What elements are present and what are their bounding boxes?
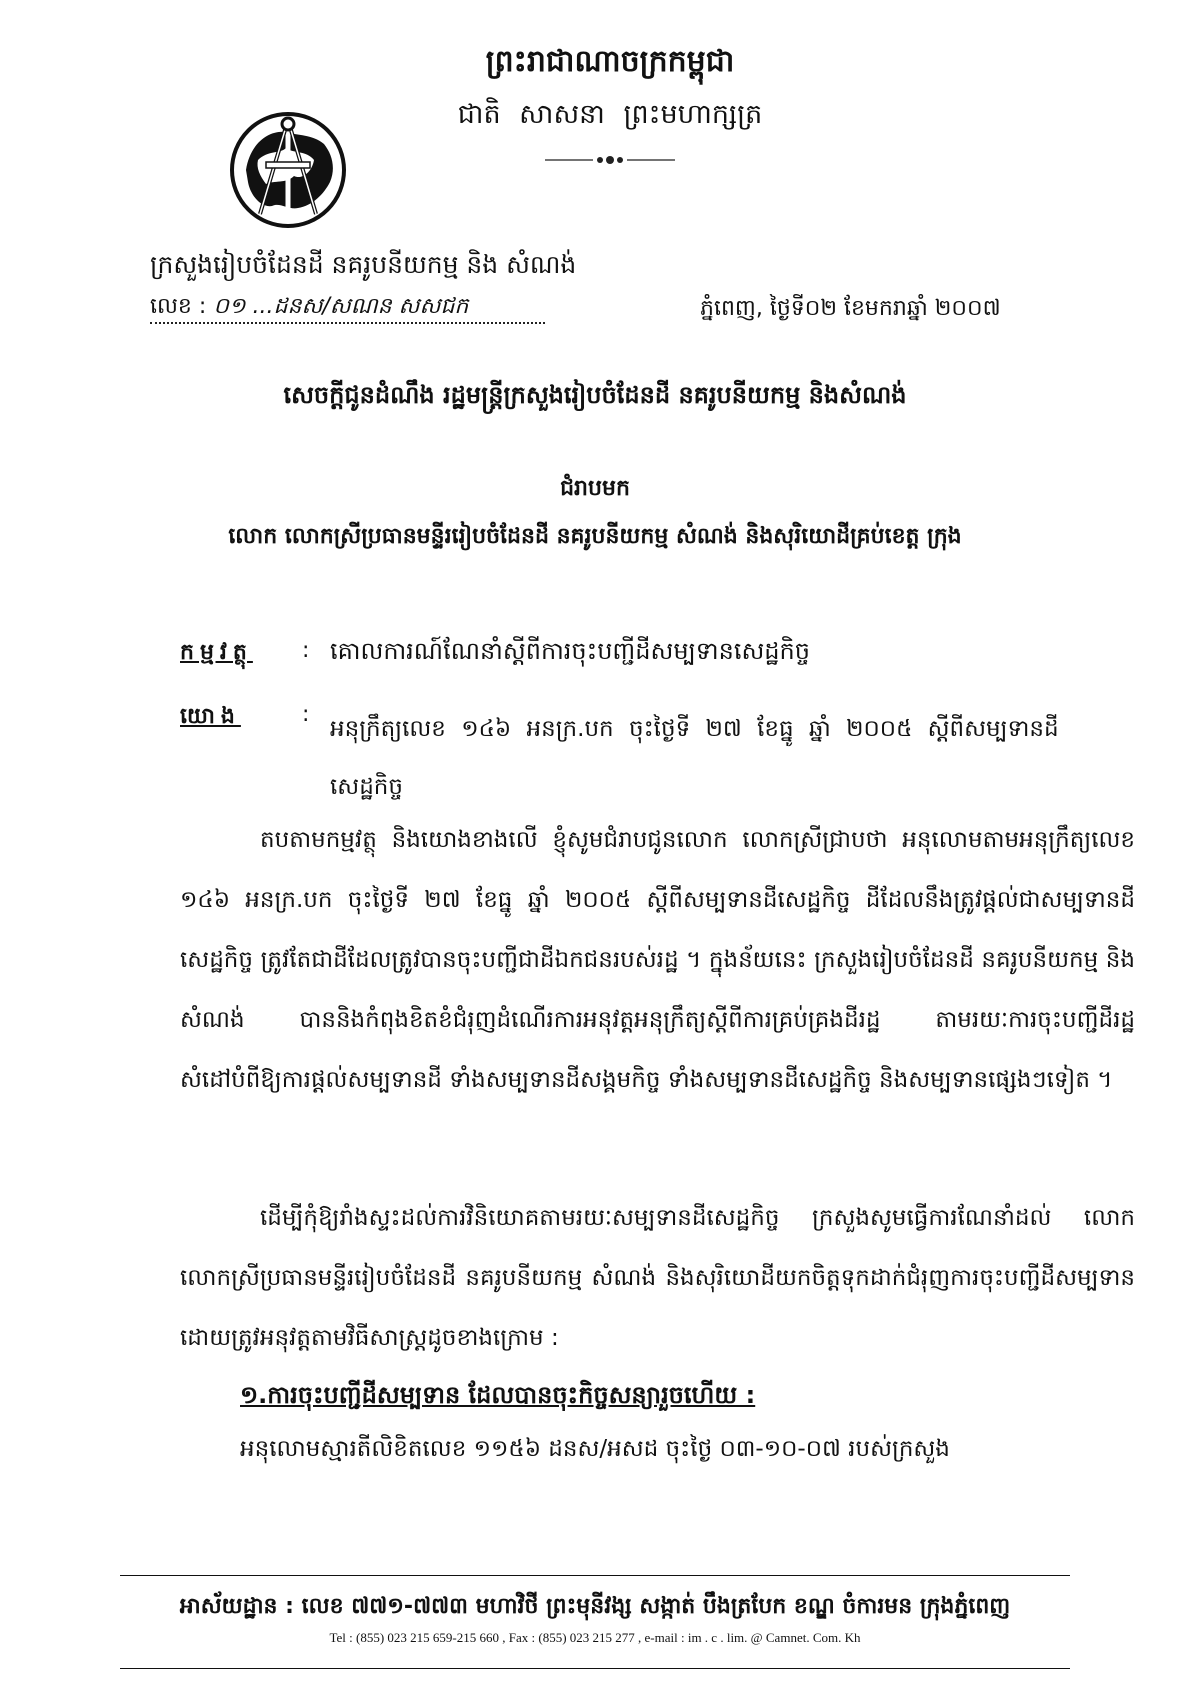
- sender-line: សេចក្តីជូនដំណឹង រដ្ឋមន្ត្រីក្រសួងរៀបចំដែនដី នគរូបនីយកម្ម និងសំណង់: [283, 381, 907, 409]
- body-paragraph-2: ដើម្បីកុំឱ្យរាំងស្ទះដល់ការវិនិយោគតាមរយៈសម្បទានដីសេដ្ឋកិច្ច ក្រសួងសូមធ្វើការណែនាំដល់ លោក លោកស្រីប្រធានមន្ទីររៀបចំដែនដី នគរូបនីយកម្ម សំណង់ និងសុរិយោដីយកចិត្តទុកដាក់ជំរុញការចុះបញ្ជីដីសម្បទាន ដោយត្រូវអនុវត្តតាមវិធីសាស្ត្រដូចខាងក្រោម :: [180, 1205, 1135, 1351]
- kingdom-title: ព្រះរាជាណាចក្រកម្ពុជា: [485, 44, 735, 79]
- ministry-compass-map-emblem-icon: [228, 110, 348, 230]
- section-1-body: អនុលោមស្មារតីលិខិតលេខ ១១៥៦ ដនស/អសដ ចុះថ្ងៃ ០៣-១០-០៧ របស់ក្រសួង: [240, 1436, 950, 1462]
- footer-divider-top: [120, 1575, 1070, 1576]
- reference-number-value: ០១ ...ដនស/សណន សសជក: [213, 294, 469, 319]
- section-1-heading: ១.ការចុះបញ្ជីដីសម្បទាន ដែលបានចុះកិច្ចសន្យារួចហើយ :: [240, 1381, 756, 1409]
- reference-colon: :: [302, 702, 310, 727]
- footer-contact: Tel : (855) 023 215 659-215 660 , Fax : (855) 023 215 277 , e-mail : im . c . lim. @ Camnet. Com. Kh: [329, 1630, 861, 1645]
- decorative-divider-icon: [545, 152, 675, 171]
- national-motto: ជាតិ សាសនា ព្រះមហាក្សត្រ: [457, 99, 763, 130]
- reference-text: អនុក្រឹត្យលេខ ១៤៦ អនក្រ.បក ចុះថ្ងៃទី ២៧ ខែធ្នូ ឆ្នាំ ២០០៥ ស្តីពីសម្បទានដីសេដ្ឋកិច្ច: [330, 716, 1059, 800]
- reference-number-label: លេខ :: [150, 294, 207, 319]
- recipient-line: លោក លោកស្រីប្រធានមន្ទីររៀបចំដែនដី នគរូបនីយកម្ម សំណង់ និងសុរិយោដីគ្រប់ខេត្ត ក្រុង: [228, 524, 962, 549]
- salutation-label: ជំរាបមក: [560, 476, 630, 501]
- ministry-name: ក្រសួងរៀបចំដែនដី នគរូបនីយកម្ម និង សំណង់: [150, 250, 577, 279]
- subject-colon: :: [302, 638, 310, 663]
- reference-label: យោង: [180, 704, 241, 729]
- footer-address: អាស័យដ្ឋាន : លេខ ៧៧១-៧៧៣ មហាវិថី ព្រះមុនីវង្ស សង្កាត់ បឹងត្របែក ខណ្ឌ ចំការមន ក្រុងភ្នំពេញ: [179, 1594, 1011, 1619]
- reference-number: [150, 292, 468, 324]
- footer-divider-bottom: [120, 1668, 1070, 1669]
- subject-text: គោលការណ៍ណែនាំស្តីពីការចុះបញ្ជីដីសម្បទានសេដ្ឋកិច្ច: [330, 637, 810, 665]
- subject-label: កម្មវត្ថុ: [180, 640, 253, 665]
- letter-date: ភ្នំពេញ, ថ្ងៃទី០២ ខែមករាឆ្នាំ ២០០៧: [700, 296, 1001, 321]
- reference-number-underline: [150, 322, 545, 324]
- body-paragraph-1: តបតាមកម្មវត្ថុ និងយោងខាងលើ ខ្ញុំសូមជំរាបជូនលោក លោកស្រីជ្រាបថា អនុលោមតាមអនុក្រឹត្យលេខ ១៤៦ អនក្រ.បក ចុះថ្ងៃទី ២៧ ខែធ្នូ ឆ្នាំ ២០០៥ ស្តីពីសម្បទានដីសេដ្ឋកិច្ច ដីដែលនឹងត្រូវផ្តល់ជាសម្បទានដីសេដ្ឋកិច្ច ត្រូវតែជាដីដែលត្រូវបានចុះបញ្ជីជាដីឯកជនរបស់រដ្ឋ ។ ក្នុងន័យនេះ ក្រសួងរៀបចំដែនដី នគរូបនីយកម្ម និងសំណង់ បាននិងកំពុងខិតខំជំរុញដំណើរការអនុវត្តអនុក្រឹត្យស្តីពីការគ្រប់គ្រងដីរដ្ឋ តាមរយៈការចុះបញ្ជីដីរដ្ឋសំដៅបំពីឱ្យការផ្តល់សម្បទានដី ទាំងសម្បទានដីសង្គមកិច្ច ទាំងសម្បទានដីសេដ្ឋកិច្ច និងសម្បទានផ្សេងៗទៀត ។: [180, 827, 1135, 1093]
